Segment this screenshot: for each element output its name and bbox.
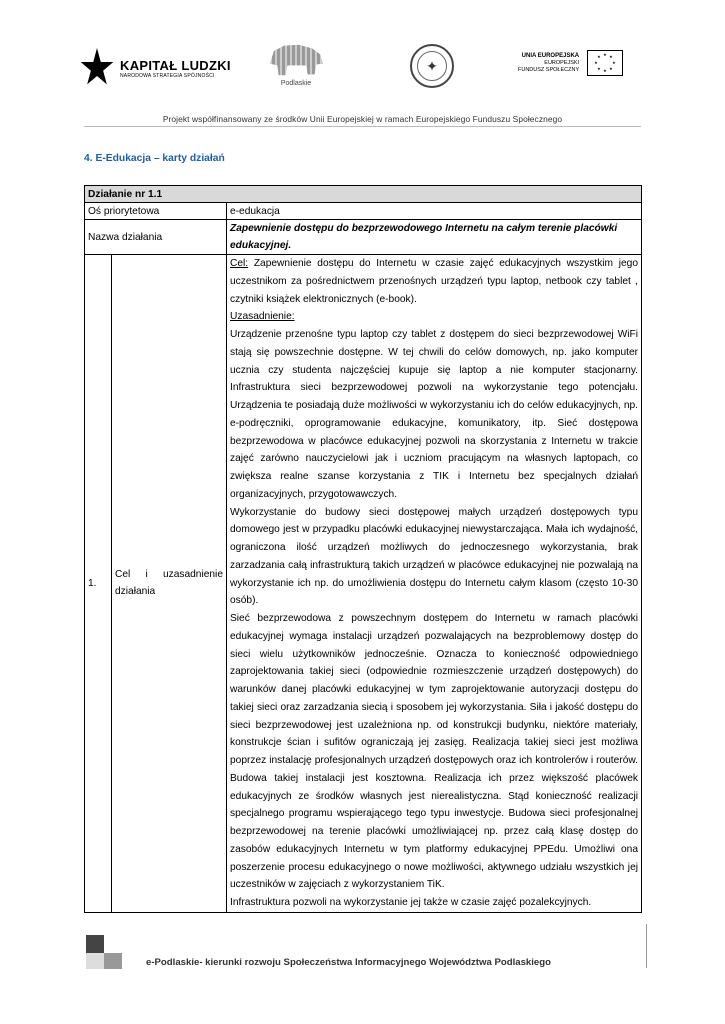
row-label: Cel i uzasadnienie działania bbox=[112, 255, 227, 913]
cofunding-note: Projekt współfinansowany ze środków Unii Europejskiej w ramach Europejskiego Funduszu Społecznego bbox=[162, 114, 563, 124]
eu-flag-icon: ★ ★ ★ ★ ★ ★ ★ ★ bbox=[587, 50, 623, 76]
row-number: 1. bbox=[85, 255, 112, 913]
kapital-ludzki-title: KAPITAŁ LUDZKI bbox=[120, 57, 231, 73]
goal-label: Cel: bbox=[230, 258, 249, 269]
action-card-table bbox=[84, 185, 642, 913]
footer-square-light bbox=[86, 953, 104, 969]
justification-label: Uzasadnienie: bbox=[230, 311, 295, 323]
podlaskie-label: Podlaskie bbox=[280, 80, 312, 87]
section-title: 4. E-Edukacja – karty działań bbox=[84, 153, 225, 164]
priority-row bbox=[85, 203, 642, 220]
priority-label: Oś priorytetowa bbox=[85, 203, 227, 220]
goal-row bbox=[85, 255, 642, 913]
name-value: Zapewnienie dostępu do bezprzewodowego Internetu na całym terenie placówki edukacyjnej. bbox=[227, 220, 642, 255]
university-seal-icon: ✦ bbox=[410, 44, 454, 88]
goal-text: Zapewnienie dostępu do Internetu w czasie zajęć edukacyjnych wszystkim jego uczestnikom za pośrednictwem przenośnych urządzeń typu laptop, netbook czy tablet , czytniki książek elektronicznych (e-book). bbox=[230, 258, 638, 305]
eu-logo bbox=[518, 50, 623, 76]
priority-value: e-edukacja bbox=[227, 203, 642, 220]
footer-square-mid bbox=[104, 953, 122, 969]
eu-title: UNIA EUROPEJSKA bbox=[521, 52, 580, 59]
paragraph: Wykorzystanie do budowy sieci dostępowej małych urządzeń dostępowych typu domowego jest w przypadku placówki edukacyjnej niewystarczająca. Mała ich wydajność, ograniczona ilość urządzeń możliwych do jednoczesnego wykorzystania, brak zarzadzania całą infrastrukturą takich urządzeń w placówce edukacyjnej nie pozwalają na wykorzystanie ich np. do umożliwienia dostępu do Internetu całym klasom (często 10-30 osób). bbox=[230, 506, 638, 607]
eu-line3: FUNDUSZ SPOŁECZNY bbox=[518, 66, 580, 73]
footer-divider bbox=[646, 924, 647, 968]
footer-text: e-Podlaskie- kierunki rozwoju Społeczeństwa Informacyjnego Województwa Podlaskiego bbox=[146, 957, 551, 968]
star-icon bbox=[80, 48, 114, 88]
paragraph: Sieć bezprzewodowa z powszechnym dostępem do Internetu w ramach placówki edukacyjnej wymaga instalacji urządzeń pozwalających na bezproblemowy dostęp do sieci wielu użytkowników jednocześnie. Oznacza to konieczność odpowiedniego zaprojektowania takiej sieci (odpowiednie rozmieszczenie urządzeń dostępowych) do warunków danej placówki edukacyjnej w tym zaprojektowanie autoryzacji dostępu do takiej sieci oraz zarzadzania siecią i sposobem jej wykorzystania. Siła i jakość dostępu do sieci bezprzewodowej jest uzależniona np. od konstrukcji budynku, niektóre materiały, konstrukcje ścian i sufitów ograniczają jej zasięg. Realizacja takiej sieci jest możliwa poprzez instalację profesjonalnych urządzeń dostępowych oraz ich kontrolerów i routerów. Budowa takiej instalacji jest kosztowna. Realizacja ich przez większość placówek edukacyjnych ze środków własnych jest nierealistyczna. Stąd konieczność realizacji specjalnego programu wspierającego tego typu inwestycje. Budowa sieci profesjonalnej bezprzewodowej na terenie placówki umożliwiającej np. przez całą klasę dostęp do zasobów edukacyjnych Internetu w tym platformy edukacyjnej PPEdu. Umożliwi ona poszerzenie procesu edukacyjnego o nowe możliwości, aktywnego udziału wszystkich jej uczestników w zajęciach z wykorzystaniem TiK. bbox=[230, 613, 638, 891]
card-heading-row bbox=[85, 186, 642, 203]
bison-icon bbox=[267, 42, 325, 78]
kapital-ludzki-logo bbox=[80, 48, 231, 88]
header-logos bbox=[80, 40, 640, 100]
card-heading: Działanie nr 1.1 bbox=[85, 186, 642, 203]
name-label: Nazwa działania bbox=[85, 220, 227, 255]
paragraph: Urządzenie przenośne typu laptop czy tablet z dostępem do sieci bezprzewodowej WiFi stają się powszechnie dostępne. W tej chwili do celów domowych, np. jako komputer ucznia czy studenta najczęściej kupuje się laptop a nie komputer stacjonarny. Infrastruktura sieci bezprzewodowej pozwoli na wykorzystanie tego potencjału. Urządzenia te posiadają duże możliwości w wykorzystaniu ich do celów edukacyjnych, np. e-podręczniki, oprogramowanie edukacyjne, komunikatory, itp. Sieć dostępowa bezprzewodowa w placówce edukacyjnej pozwoli na skorzystania z Internetu w trakcie zajęć zarówno nauczycielowi jak i uczniom pracującym na własnych laptopach, co zwiększa realne szanse korzystania z TIK i Internetu bez specjalnych działań organizacyjnych, przygotowawczych. bbox=[230, 329, 638, 500]
kapital-ludzki-subtitle: NARODOWA STRATEGIA SPÓJNOŚCI bbox=[120, 72, 215, 79]
header-divider bbox=[84, 126, 641, 127]
name-row bbox=[85, 220, 642, 255]
podlaskie-logo bbox=[266, 42, 326, 94]
footer-square-dark bbox=[86, 935, 104, 953]
paragraph: Infrastruktura pozwoli na wykorzystanie jej także w czasie zajęć pozalekcyjnych. bbox=[230, 897, 592, 908]
eu-line2: EUROPEJSKI bbox=[544, 59, 580, 66]
goal-description bbox=[227, 255, 642, 913]
